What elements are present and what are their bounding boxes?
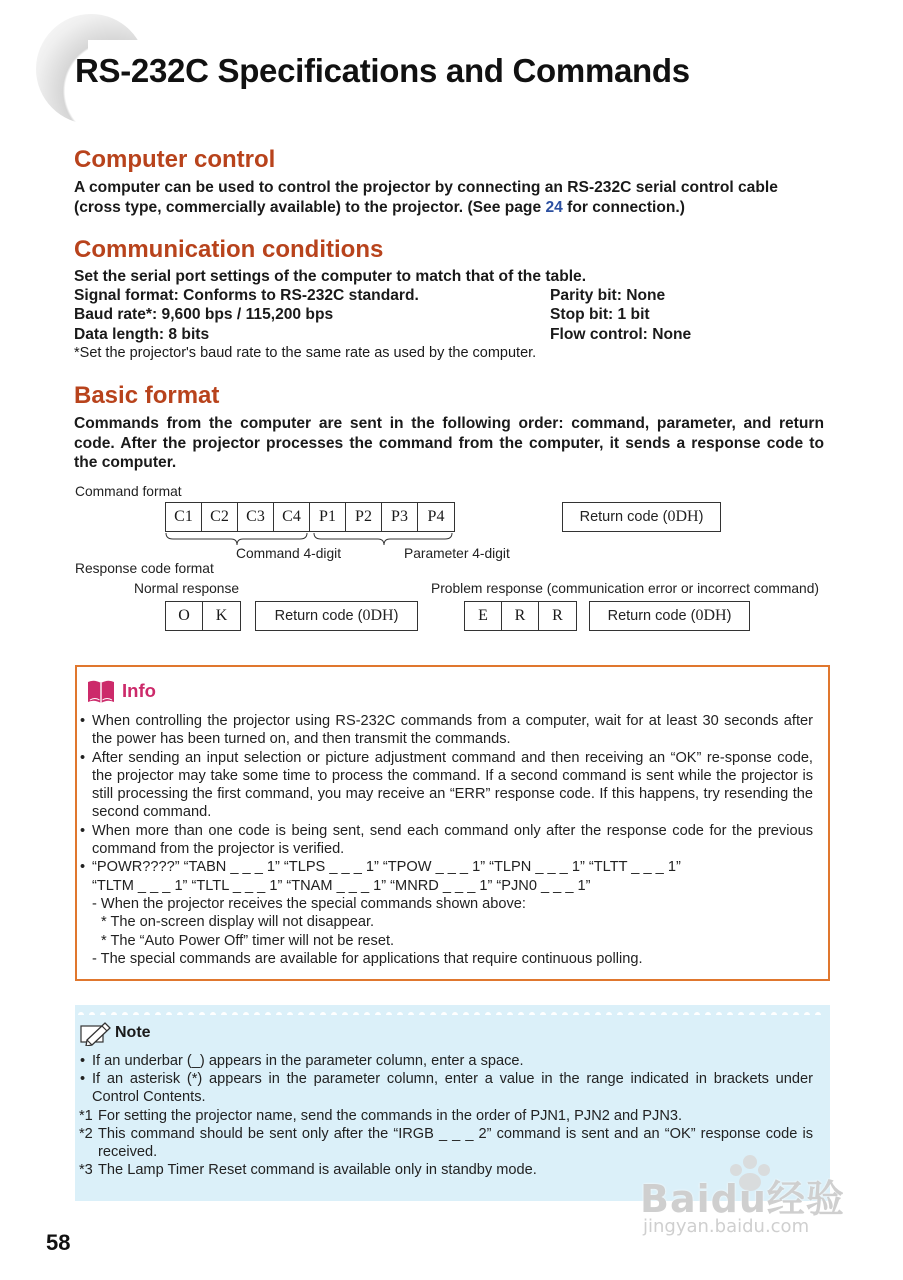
- note-edge-dot: [595, 1012, 601, 1015]
- footnote-text: The Lamp Timer Reset command is available only in standby mode.: [98, 1162, 537, 1179]
- special-commands-line1: • “POWR????” “TABN _ _ _ 1” “TLPS _ _ _ 1” “TPOW _ _ _ 1” “TLPN _ _ _ 1” “TLTT _ _ _ 1”: [92, 859, 681, 876]
- baud-footnote: *Set the projector's baud rate to the same rate as used by the computer.: [74, 345, 537, 361]
- note-edge-dot: [166, 1012, 172, 1015]
- footnote-mark: *1: [79, 1107, 93, 1124]
- command-4digit-label: Command 4-digit: [236, 546, 342, 561]
- communication-heading: Communication conditions: [74, 236, 384, 263]
- note-edge-dot: [782, 1012, 788, 1015]
- note-edge-dot: [804, 1012, 810, 1015]
- return-code-value: 0DH: [695, 607, 727, 624]
- parity-bit: Parity bit: None: [550, 287, 666, 304]
- return-code-value: 0DH: [362, 607, 394, 624]
- parameter-brace: [314, 533, 452, 545]
- note-edge-dot: [408, 1012, 414, 1015]
- note-edge-dot: [386, 1012, 392, 1015]
- return-code-value: 0DH: [667, 508, 699, 525]
- cmd-cell: P3: [382, 503, 418, 531]
- computer-control-text-before: A computer can be used to control the projector by connecting an RS-232C serial control cable (cross type, commercially available) to the projector. (See page: [74, 179, 778, 216]
- note-edge-dot: [529, 1012, 535, 1015]
- page-number: 58: [46, 1230, 71, 1255]
- command-format-box: [165, 502, 455, 532]
- note-edge-dot: [419, 1012, 425, 1015]
- problem-response-label: Problem response (communication error or incorrect command): [431, 581, 819, 596]
- ok-cell: K: [215, 607, 228, 624]
- note-edge-dot: [452, 1012, 458, 1015]
- note-edge-dot: [584, 1012, 590, 1015]
- problem-return-code-box: [589, 601, 750, 631]
- special-sub2: - The special commands are available for applications that require continuous polling.: [92, 950, 643, 967]
- note-edge-dot: [188, 1012, 194, 1015]
- return-code-label: Return code (: [579, 509, 668, 525]
- note-edge-dot: [133, 1012, 139, 1015]
- footnote-text: This command should be sent only after the “IRGB _ _ _ 2” command is sent and an “OK” response code is received.: [98, 1125, 813, 1161]
- footnote-mark: *2: [79, 1125, 93, 1142]
- normal-response-label: Normal response: [134, 581, 240, 596]
- command-brace: [166, 533, 307, 545]
- note-edge-dot: [155, 1012, 161, 1015]
- return-code-close: ): [698, 509, 704, 525]
- info-header: [86, 678, 156, 704]
- parameter-4digit-label: Parameter 4-digit: [404, 546, 510, 561]
- cmd-cell: P4: [427, 508, 445, 525]
- note-edge-dot: [716, 1012, 722, 1015]
- cmd-cell: C4: [274, 503, 310, 531]
- note-edge-dot: [265, 1012, 271, 1015]
- note-edge-dot: [353, 1012, 359, 1015]
- baud-rate: Baud rate*: 9,600 bps / 115,200 bps: [74, 306, 334, 323]
- note-edge-dot: [496, 1012, 502, 1015]
- info-title: Info: [122, 680, 156, 701]
- note-edge-dot: [430, 1012, 436, 1015]
- note-edge-dot: [221, 1012, 227, 1015]
- note-edge-dot: [254, 1012, 260, 1015]
- note-edge-dot: [672, 1012, 678, 1015]
- watermark-brand: Baidu经验: [640, 1177, 845, 1221]
- note-edge-dot: [342, 1012, 348, 1015]
- return-code-close: ): [393, 608, 399, 624]
- note-edge-dot: [441, 1012, 447, 1015]
- info-item-special-commands: [79, 858, 813, 895]
- note-edge-dot: [749, 1012, 755, 1015]
- note-edge-dot: [298, 1012, 304, 1015]
- special-sub1a: * The on-screen display will not disappear.: [101, 914, 375, 931]
- note-edge-dot: [694, 1012, 700, 1015]
- response-format-label: Response code format: [75, 561, 214, 576]
- return-code-label: Return code (: [607, 608, 696, 624]
- note-edge-dot: [100, 1012, 106, 1015]
- computer-control-text-after: for connection.): [562, 198, 685, 216]
- err-cell: R: [552, 607, 563, 624]
- note-edge-dot: [210, 1012, 216, 1015]
- cmd-cell: C3: [238, 503, 274, 531]
- note-edge-dot: [375, 1012, 381, 1015]
- note-edge-dot: [397, 1012, 403, 1015]
- note-edge-dot: [177, 1012, 183, 1015]
- note-edge-dot: [463, 1012, 469, 1015]
- note-header: [79, 1020, 151, 1046]
- special-commands-line2: “TLTM _ _ _ 1” “TLTL _ _ _ 1” “TNAM _ _ _ 1” “MNRD _ _ _ 1” “PJN0 _ _ _ 1”: [92, 877, 591, 894]
- note-edge-dot: [617, 1012, 623, 1015]
- note-edge-dot: [738, 1012, 744, 1015]
- note-edge-dot: [331, 1012, 337, 1015]
- pencil-note-icon: [79, 1020, 113, 1046]
- note-edge-dot: [771, 1012, 777, 1015]
- note-item: • If an asterisk (*) appears in the parameter column, enter a value in the range indicated in brackets under Control Contents.: [79, 1070, 813, 1106]
- note-edge-dot: [540, 1012, 546, 1015]
- book-icon: [86, 678, 116, 704]
- note-edge-dot: [144, 1012, 150, 1015]
- note-edge-dot: [815, 1012, 821, 1015]
- note-edge-dot: [309, 1012, 315, 1015]
- footnote-text: For setting the projector name, send the commands in the order of PJN1, PJN2 and PJN3.: [98, 1107, 683, 1124]
- note-edge-dot: [199, 1012, 205, 1015]
- info-item: • When controlling the projector using RS-232C commands from a computer, wait for at least 30 seconds after the power has been turned on, and then transmit the commands.: [79, 712, 813, 749]
- command-return-code-box: [562, 502, 721, 532]
- return-code-close: ): [726, 608, 732, 624]
- stop-bit: Stop bit: 1 bit: [550, 306, 650, 323]
- flow-control: Flow control: None: [550, 326, 692, 343]
- err-cell: R: [502, 602, 539, 630]
- ok-cell: O: [166, 602, 203, 630]
- note-title: Note: [115, 1024, 151, 1041]
- computer-control-text: [74, 178, 826, 217]
- note-edge-dot: [760, 1012, 766, 1015]
- note-edge-dot: [232, 1012, 238, 1015]
- note-footnote: [79, 1107, 813, 1125]
- cmd-cell: P2: [346, 503, 382, 531]
- cmd-cell: C2: [202, 503, 238, 531]
- page-24-link[interactable]: 24: [545, 198, 563, 216]
- basic-format-text: Commands from the computer are sent in the following order: command, parameter, and return code. After the projector processes the command from the computer, it sends a response code to the computer.: [74, 415, 824, 471]
- note-edge-dot: [89, 1012, 95, 1015]
- note-edge-dot: [628, 1012, 634, 1015]
- cmd-cell: C1: [166, 503, 202, 531]
- note-edge-dot: [683, 1012, 689, 1015]
- note-edge-dot: [364, 1012, 370, 1015]
- cmd-cell: P1: [310, 503, 346, 531]
- note-edge-dot: [507, 1012, 513, 1015]
- note-edge-dot: [573, 1012, 579, 1015]
- note-edge-dot: [606, 1012, 612, 1015]
- note-dotted-edge: [75, 1005, 830, 1015]
- note-edge-dot: [122, 1012, 128, 1015]
- note-edge-dot: [518, 1012, 524, 1015]
- note-edge-dot: [243, 1012, 249, 1015]
- signal-format: Signal format: Conforms to RS-232C standard.: [74, 287, 419, 304]
- note-item: • If an underbar (_) appears in the parameter column, enter a space.: [79, 1052, 813, 1070]
- note-edge-dot: [551, 1012, 557, 1015]
- note-edge-dot: [562, 1012, 568, 1015]
- note-edge-dot: [485, 1012, 491, 1015]
- format-braces: [165, 532, 455, 546]
- note-edge-dot: [639, 1012, 645, 1015]
- note-edge-dot: [661, 1012, 667, 1015]
- problem-response-box: [464, 601, 577, 631]
- footnote-mark: *3: [79, 1162, 93, 1179]
- return-code-label: Return code (: [274, 608, 363, 624]
- watermark-url: jingyan.baidu.com: [643, 1216, 810, 1237]
- err-cell: E: [465, 602, 502, 630]
- info-list: [79, 712, 813, 968]
- normal-return-code-box: [255, 601, 418, 631]
- note-edge-dot: [78, 1012, 84, 1015]
- communication-intro: Set the serial port settings of the computer to match that of the table.: [74, 268, 587, 285]
- note-edge-dot: [320, 1012, 326, 1015]
- basic-format-heading: Basic format: [74, 382, 220, 409]
- note-edge-dot: [705, 1012, 711, 1015]
- note-edge-dot: [111, 1012, 117, 1015]
- special-sub1: - When the projector receives the special commands shown above:: [92, 895, 526, 912]
- page-title: RS-232C Specifications and Commands: [75, 52, 690, 89]
- command-format-label: Command format: [75, 484, 182, 499]
- note-edge-dot: [474, 1012, 480, 1015]
- note-edge-dot: [650, 1012, 656, 1015]
- note-edge-dot: [793, 1012, 799, 1015]
- normal-response-box: [165, 601, 241, 631]
- note-edge-dot: [287, 1012, 293, 1015]
- info-item: • When more than one code is being sent, send each command only after the response code for the previous command from the projector is verified.: [79, 822, 813, 859]
- info-item: • After sending an input selection or picture adjustment command and then receiving an “OK” re-sponse code, the projector may take some time to process the command. If a second command is sent while the projector is still processing the first command, you may receive an “ERR” response code. If this happens, try resending the second command.: [79, 749, 813, 822]
- data-length: Data length: 8 bits: [74, 326, 210, 343]
- note-edge-dot: [276, 1012, 282, 1015]
- special-sub1b: * The “Auto Power Off” timer will not be reset.: [101, 932, 395, 949]
- note-edge-dot: [727, 1012, 733, 1015]
- computer-control-heading: Computer control: [74, 146, 276, 173]
